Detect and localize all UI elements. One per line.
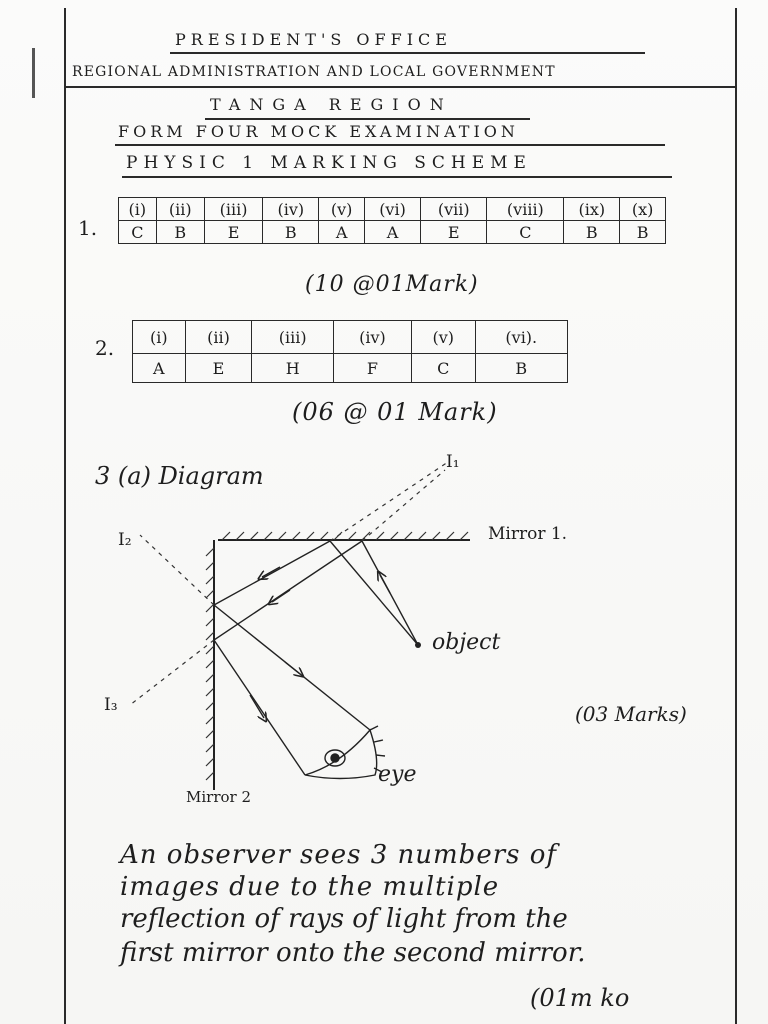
q1-item: (v) bbox=[319, 198, 365, 221]
q1-number: 1. bbox=[78, 216, 98, 240]
mirror-2 bbox=[206, 540, 214, 790]
explanation-line-3: reflection of rays of light from the bbox=[120, 904, 568, 934]
q1-item: (iv) bbox=[263, 198, 319, 221]
q2-answer: C bbox=[411, 354, 475, 383]
q1-item: (iii) bbox=[204, 198, 262, 221]
mirror-2-label: Mirror 2 bbox=[186, 788, 252, 806]
q1-item: (i) bbox=[119, 198, 157, 221]
object-label: object bbox=[432, 630, 501, 655]
header-line-3: TANGA REGION bbox=[210, 95, 453, 114]
mirror-1-label: Mirror 1. bbox=[488, 524, 568, 544]
image-2-label: I₂ bbox=[118, 530, 132, 550]
header-line-2: REGIONAL ADMINISTRATION AND LOCAL GOVERNMENT bbox=[72, 64, 556, 80]
q2-item: (ii) bbox=[185, 321, 252, 354]
reflected-rays-mirror2 bbox=[214, 605, 370, 775]
q2-number: 2. bbox=[95, 336, 115, 360]
q1-answer: A bbox=[365, 221, 421, 244]
header-line-5: PHYSIC 1 MARKING SCHEME bbox=[126, 153, 532, 173]
image-3-label: I₃ bbox=[104, 695, 118, 715]
q1-answer: B bbox=[156, 221, 204, 244]
virtual-ray-lines bbox=[130, 462, 448, 705]
q2-marks: (06 @ 01 Mark) bbox=[292, 398, 498, 426]
q1-item: (viii) bbox=[487, 198, 564, 221]
incident-rays bbox=[330, 541, 418, 645]
eye-label: eye bbox=[378, 762, 417, 787]
q2-item: (v) bbox=[411, 321, 475, 354]
q1-item: (ii) bbox=[156, 198, 204, 221]
q1-answer: B bbox=[620, 221, 666, 244]
q2-item: (i) bbox=[133, 321, 186, 354]
q3-marks: (03 Marks) bbox=[575, 702, 687, 726]
q2-item: (iii) bbox=[252, 321, 333, 354]
q1-item: (vi) bbox=[365, 198, 421, 221]
q1-answer: A bbox=[319, 221, 365, 244]
q1-answer: B bbox=[564, 221, 620, 244]
q1-answer: C bbox=[119, 221, 157, 244]
q1-item: (vii) bbox=[421, 198, 487, 221]
q1-item: (x) bbox=[620, 198, 666, 221]
header-line-1: PRESIDENT'S OFFICE bbox=[175, 30, 452, 49]
header-line-4: FORM FOUR MOCK EXAMINATION bbox=[118, 122, 519, 141]
explanation-mark: (01m ko bbox=[530, 984, 630, 1012]
mirror-1 bbox=[218, 532, 470, 540]
image-1-label: I₁ bbox=[446, 452, 460, 472]
q3-heading: 3 (a) Diagram bbox=[95, 462, 264, 490]
q2-answer: H bbox=[252, 354, 333, 383]
q2-answer: F bbox=[333, 354, 411, 383]
explanation-line-4: first mirror onto the second mirror. bbox=[120, 938, 586, 968]
q1-answer: C bbox=[487, 221, 564, 244]
q1-marks: (10 @01Mark) bbox=[305, 272, 479, 297]
reflected-rays-mirror1 bbox=[214, 541, 362, 640]
explanation-line-1: An observer sees 3 numbers of bbox=[120, 840, 558, 870]
q1-answer: E bbox=[421, 221, 487, 244]
q2-answer: B bbox=[475, 354, 567, 383]
q1-answer: E bbox=[204, 221, 262, 244]
q2-item: (iv) bbox=[333, 321, 411, 354]
q2-answer: E bbox=[185, 354, 252, 383]
explanation-line-2: images due to the multiple bbox=[120, 872, 500, 902]
q2-answer: A bbox=[133, 354, 186, 383]
q2-item: (vi). bbox=[475, 321, 567, 354]
eye-icon bbox=[305, 726, 385, 779]
q1-answer: B bbox=[263, 221, 319, 244]
q1-item: (ix) bbox=[564, 198, 620, 221]
